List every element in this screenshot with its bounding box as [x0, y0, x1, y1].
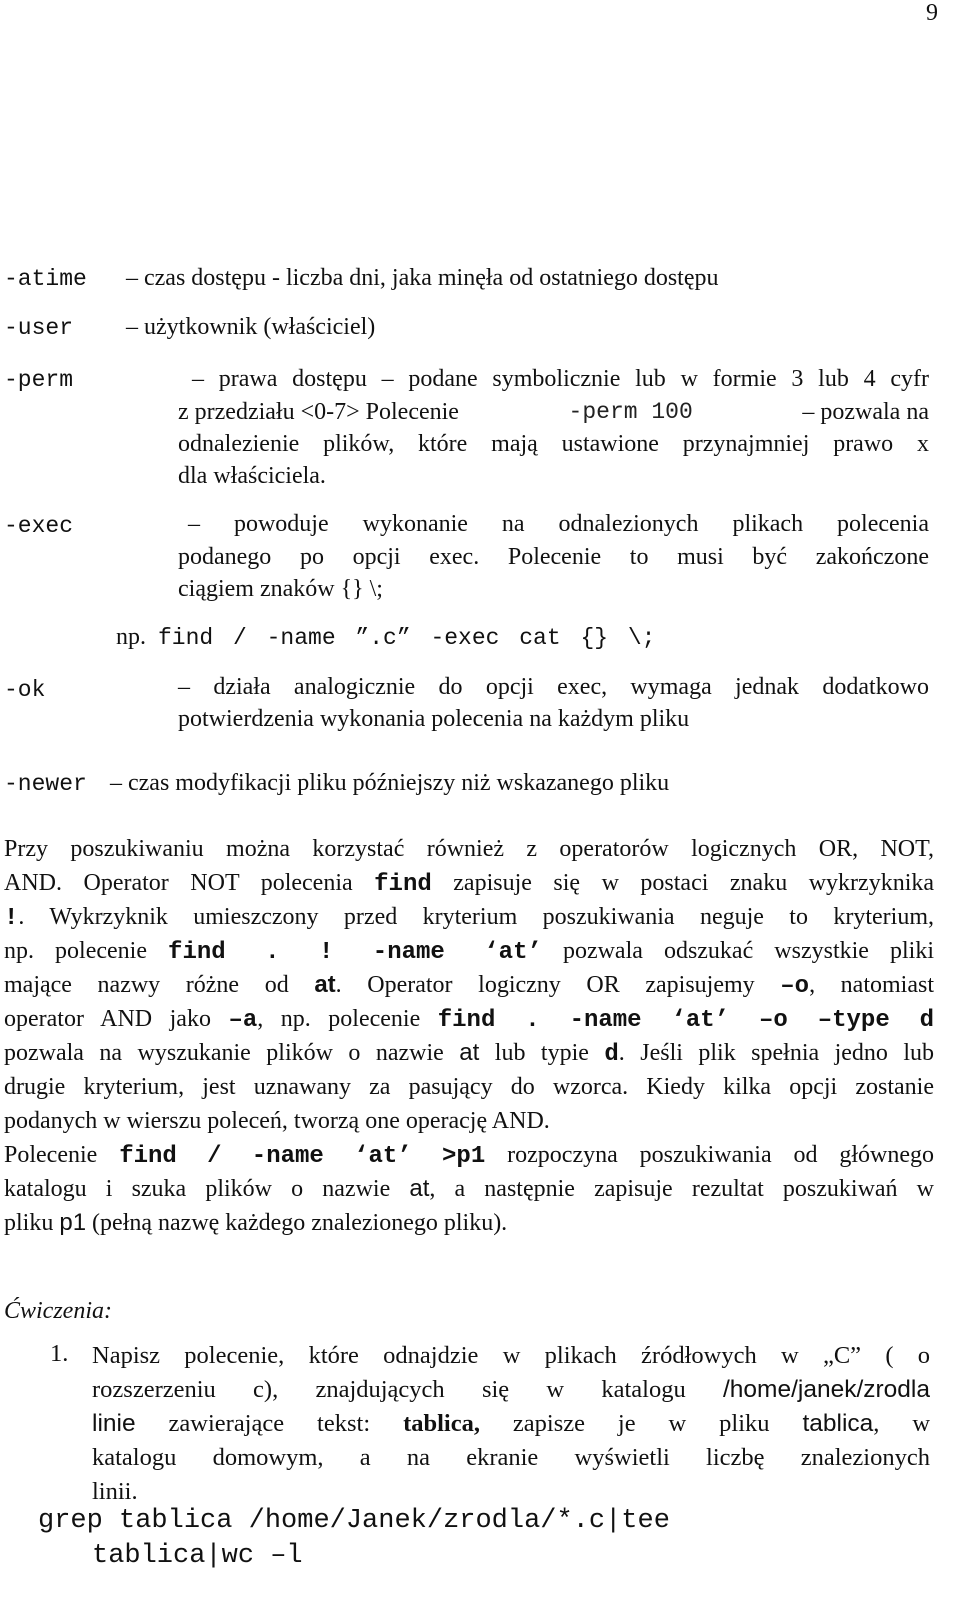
option-exec-line1-text: – powoduje wykonanie na odnalezionych plikach polecenia: [188, 511, 929, 537]
exercise-line-3-sans2: tablica: [802, 1410, 874, 1437]
para-line-2-b: zapisuje się w postaci znaku wykrzyknika: [453, 870, 935, 896]
exercise-line-2-path: /home/janek/zrodla: [723, 1376, 931, 1403]
option-user-flag: -user: [4, 315, 74, 341]
option-atime-flag: -atime: [4, 266, 87, 292]
para-line-4-a: np. polecenie: [4, 938, 147, 964]
para-line-5-c: , natomiast: [809, 972, 934, 998]
para-line-2-a: AND. Operator NOT polecenia: [4, 870, 353, 896]
option-perm-line2-code: -perm 100: [568, 399, 693, 425]
exercise-line-3-sans: linie: [92, 1410, 136, 1437]
para-line-11-a: katalogu i szuka plików o nazwie: [4, 1176, 391, 1202]
page-number: 9: [926, 0, 938, 26]
para-line-6-b: , np. polecenie: [257, 1006, 421, 1032]
para-line-12: [4, 1206, 934, 1240]
para-line-8: drugie kryterium, jest uznawany za pasujący do wzorca. Kiedy kilka opcji zostanie: [4, 1074, 934, 1100]
para-line-10-b: rozpoczyna poszukiwania od głównego: [507, 1142, 935, 1168]
option-perm-line2-text-b: – pozwala na: [802, 399, 929, 425]
para-line-6-code2: find . -name ‘at’ –o –type d: [437, 1007, 935, 1034]
para-line-11-sans: at: [409, 1175, 430, 1202]
para-line-10: [4, 1138, 934, 1172]
para-line-3: [4, 900, 934, 934]
exercise-line-3: [92, 1406, 930, 1440]
exercise-line-5: linii.: [92, 1478, 138, 1505]
option-ok-line2: potwierdzenia wykonania polecenia na każdym pliku: [178, 706, 690, 732]
exercise-line-3-c: , w: [873, 1410, 931, 1437]
answer-code-line-1: grep tablica /home/Janek/zrodla/*.c|tee: [38, 1506, 670, 1536]
para-line-4: [4, 934, 934, 968]
para-line-7-code: d: [604, 1041, 619, 1068]
exercise-line-2-a: rozszerzeniu c), znajdujących się w katalogu: [92, 1376, 686, 1403]
option-user-description: – użytkownik (właściciel): [126, 314, 376, 340]
para-line-9: podanych w wierszu poleceń, tworzą one operację AND.: [4, 1108, 550, 1134]
para-line-5-b: . Operator logiczny OR zapisujemy: [335, 972, 755, 998]
option-perm-line4: dla właściciela.: [178, 463, 326, 489]
para-line-12-b: (pełną nazwę każdego znalezionego pliku).: [92, 1210, 508, 1236]
option-perm-line2-text-a: z przedziału <0-7> Polecenie: [178, 399, 459, 425]
exercise-line-3-a: zawierające tekst:: [168, 1410, 371, 1437]
option-exec-example-code: find / -name ”.c” -exec cat {} \;: [158, 625, 656, 651]
option-exec-line2: podanego po opcji exec. Polecenie to musi być zakończone: [178, 544, 929, 570]
exercise-line-2: [92, 1372, 930, 1406]
para-line-2-code: find: [374, 871, 432, 898]
exercise-line-3-bold: tablica,: [403, 1410, 480, 1437]
para-line-5-a: mające nazwy różne od: [4, 972, 289, 998]
exercise-line-3-b: zapisze je w pliku: [512, 1410, 770, 1437]
option-perm-line1: – prawa dostępu – podane symbolicznie lub w formie 3 lub 4 cyfr: [192, 366, 929, 392]
para-line-4-code: find . ! -name ‘at’: [168, 939, 542, 966]
para-line-4-b: pozwala odszukać wszystkie pliki: [562, 938, 934, 964]
para-line-7-sans: at: [459, 1039, 480, 1066]
para-line-7: [4, 1036, 934, 1070]
exercise-line-1: Napisz polecenie, które odnajdzie w plikach źródłowych w „C” ( o: [92, 1342, 930, 1369]
para-line-10-code: find / -name ‘at’ >p1: [119, 1143, 486, 1170]
exercise-line-4: katalogu domowym, a na ekranie wyświetli liczbę znalezionych: [92, 1444, 930, 1471]
para-line-12-a: pliku: [4, 1210, 54, 1236]
option-perm-line3: odnalezienie plików, które mają ustawione przynajmniej prawo x: [178, 431, 929, 457]
exercise-number: 1.: [50, 1340, 69, 1367]
operators-paragraph: [4, 832, 934, 1240]
para-line-6-code1: –a: [228, 1007, 258, 1034]
para-line-6-a: operator AND jako: [4, 1006, 211, 1032]
answer-code-line-2: tablica|wc –l: [92, 1541, 303, 1571]
para-line-12-sans: p1: [59, 1209, 87, 1236]
para-line-1: Przy poszukiwaniu można korzystać również z operatorów logicznych OR, NOT,: [4, 836, 934, 862]
para-line-5-code: –o: [780, 973, 810, 1000]
para-line-6: [4, 1002, 934, 1036]
para-line-5-bold: at: [314, 971, 336, 998]
para-line-11-b: , a następnie zapisuje rezultat poszukiwań w: [429, 1176, 935, 1202]
para-line-7-a: pozwala na wyszukanie plików o nazwie: [4, 1040, 444, 1066]
para-line-10-a: Polecenie: [4, 1142, 98, 1168]
option-exec-example: [116, 624, 655, 651]
option-atime-description: – czas dostępu - liczba dni, jaka minęła od ostatniego dostępu: [126, 265, 719, 291]
para-line-3-code: !: [4, 905, 19, 932]
exercise-text: [92, 1338, 930, 1508]
option-newer-flag: -newer: [4, 771, 87, 797]
option-exec-line1: [178, 511, 929, 538]
option-newer-description: – czas modyfikacji pliku późniejszy niż wskazanego pliku: [110, 770, 670, 796]
para-line-3-b: . Wykrzyknik umieszczony przed kryterium poszukiwania neguje to kryterium,: [18, 904, 934, 930]
para-line-5: [4, 968, 934, 1002]
option-perm-line2: [178, 399, 929, 426]
para-line-2: [4, 866, 934, 900]
exercises-heading: Ćwiczenia:: [4, 1298, 112, 1324]
option-exec-line3: ciągiem znaków {} \;: [178, 576, 383, 602]
para-line-7-c: . Jeśli plik spełnia jedno lub: [618, 1040, 935, 1066]
para-line-11: [4, 1172, 934, 1206]
option-ok-flag: -ok: [4, 677, 46, 703]
option-exec-example-label: np.: [116, 624, 146, 650]
para-line-7-b: lub typie: [494, 1040, 589, 1066]
option-perm-flag: -perm: [4, 367, 74, 393]
option-ok-line1: – działa analogicznie do opcji exec, wymaga jednak dodatkowo: [178, 674, 929, 700]
option-exec-flag: -exec: [4, 513, 74, 539]
